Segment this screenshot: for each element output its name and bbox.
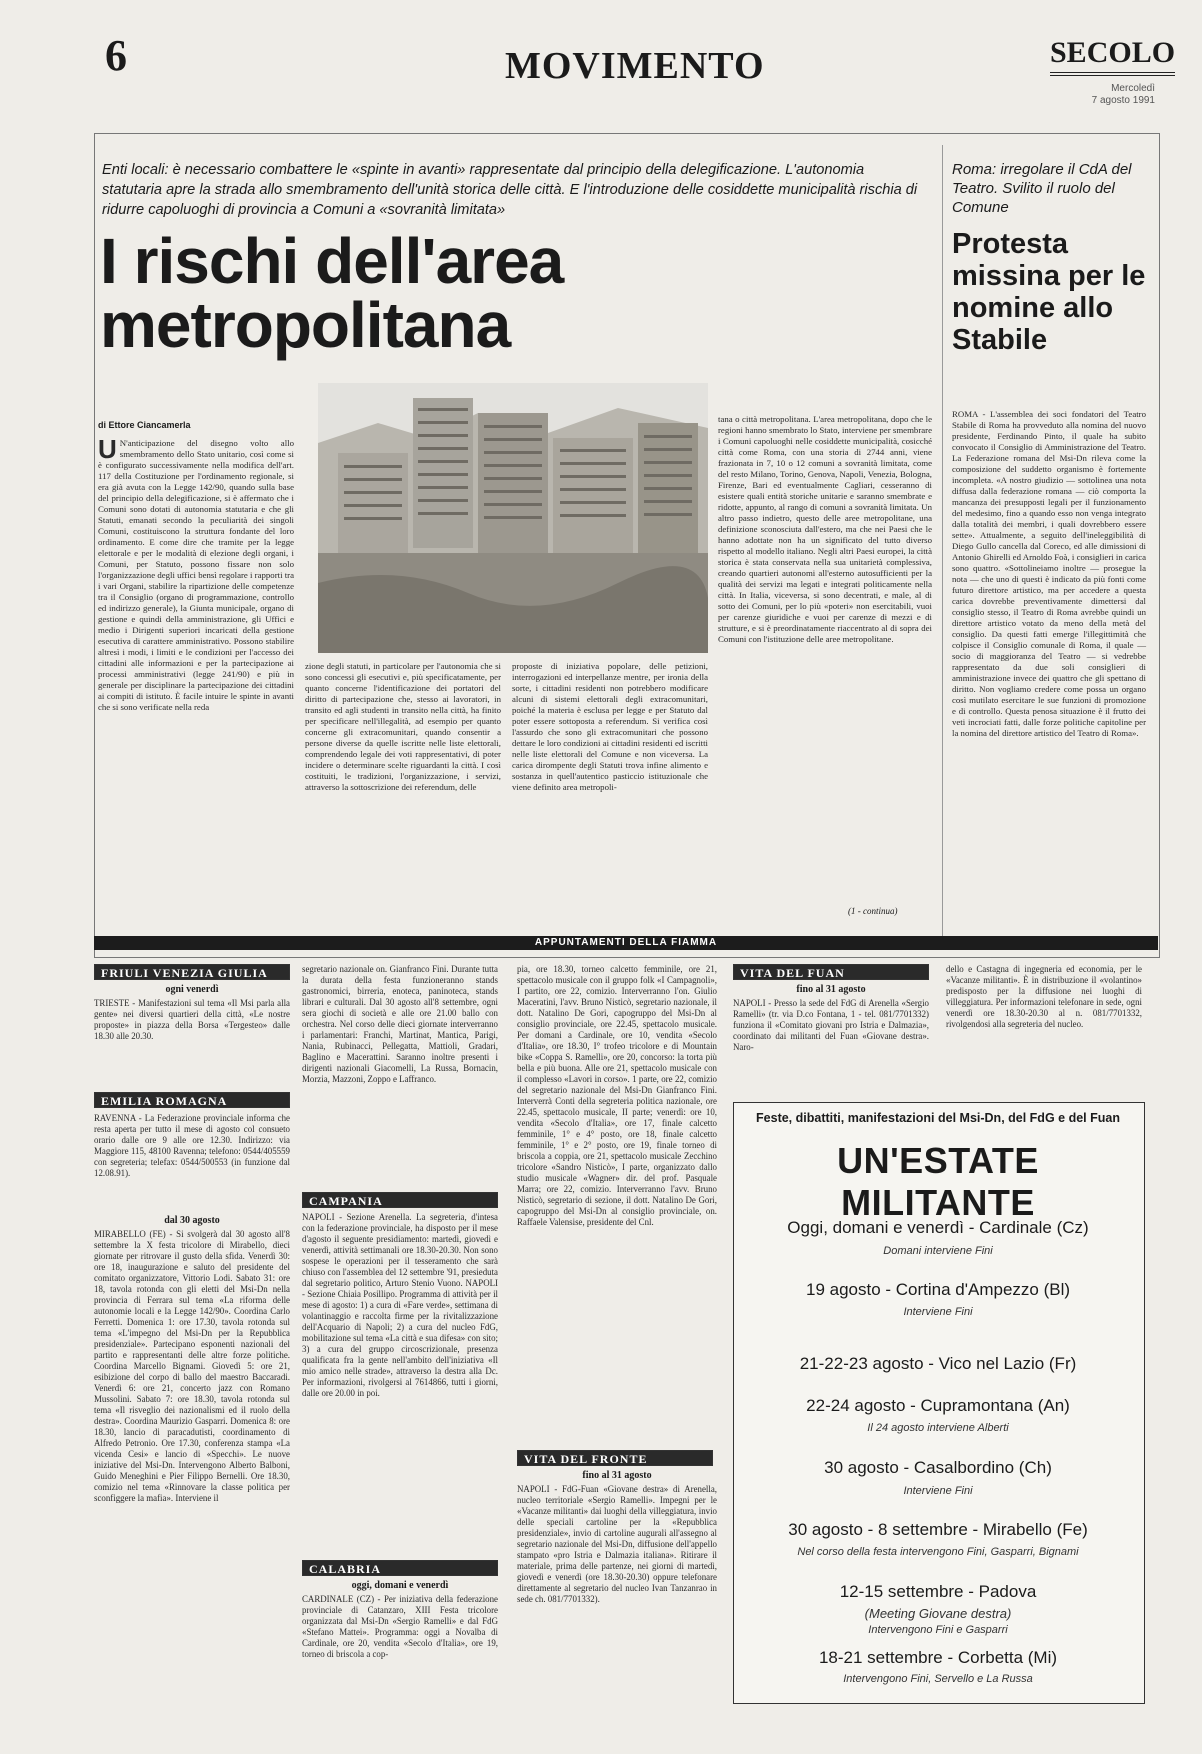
- event-cupramontana-note: Il 24 agosto interviene Alberti: [867, 1422, 1009, 1434]
- article-byline: di Ettore Ciancamerla: [98, 420, 191, 430]
- calabria-notice: CARDINALE (CZ) - Per iniziativa della federazione provinciale di Catanzaro, XIII Festa tricolore organizzata dal Msi-Dn «Sergio Ramelli» e dal FdG «Stefano Mattei». Programma: oggi a Novalba di Cardinale, ore 20, vendita «Secolo d'Italia», ore 19, torneo di briscola a cop-: [302, 1594, 498, 1659]
- event-corbetta-note: Intervengono Fini, Servello e La Russa: [843, 1673, 1033, 1685]
- article-column-4: tana o città metropolitana. L'area metropolitana, dopo che le regioni hanno smembrato lo Stato, interviene per smembrare i Comuni capoluoghi nelle cosiddette municipalità, cosicché città come Roma, con una storia di 2744 anni, viene frazionata in 7, 10 o 12 comuni a sovranità limitata, come del resto Milano, Torino, Genova, Napoli, Venezia, Bologna, Firenze, Bari ed eventualmente Cagliari, cesseranno di esistere quali entità storiche unitarie e saranno smembrate e ridotte, appunto, al rango di comuni a sovranità limitata. Un altro passo indietro, questo delle aree metropolitane, una definizione sconosciuta dall'estero, ma che nei Paesi che le hanno adottate non ha un significato del tutto diverso rispetto al modello italiano. Negli altri Paesi europei, la città storica è stata conservata nella sua unitarietà complessiva, creando quartieri autonomi all'esterno autosufficienti per la qualità dei servizi ma legati e integrati politicamente nella città. In Italia, viceversa, si sono decentrati, e male, al di sotto dei Comuni, per lo più «poteri» non esercitabili, vuoi per carenze giuridiche e vuoi per carenze di mezzi e di strutture, e si è preordinatamente riaccentrato al di sopra dei Comuni con l'istituzione delle aree metropolitane.: [718, 414, 932, 644]
- region-header-campania: CAMPANIA: [302, 1192, 498, 1208]
- event-casalbordino-note: Interviene Fini: [903, 1485, 973, 1497]
- sidebar-kicker: Roma: irregolare il CdA del Teatro. Svilito il ruolo del Comune: [952, 161, 1132, 216]
- appointments-banner: APPUNTAMENTI DELLA FIAMMA: [94, 936, 1158, 950]
- region-header-vita-del-fronte: VITA DEL FRONTE: [517, 1450, 713, 1466]
- article-column-3: proposte di iniziativa popolare, delle petizioni, interrogazioni ed interpellanze mentre, per ironia della sorte, i cittadini residenti non potrebbero modificare alcuni di sistemi elettorali degli extracomunitari, poiché la materia è esclusa per legge e per Statuto dal poter essere sottoposta a referendum. Si verifica così l'assurdo che sono gli extracomunitari che possono dettare le loro condizioni ai cittadini residenti ed iscritti nelle liste elettorali del Comune e non viceversa. La carica dirompente degli Statuti trova infine alimento e sostanza in quell'autentico pasticcio istituzionale che viene definito area metropoli-: [512, 661, 708, 792]
- page-number: 6: [105, 31, 127, 80]
- article-kicker: Enti locali: è necessario combattere le «spinte in avanti» rappresentate dal principio della delegificazione. L'autonomia statutaria apre la strada allo smembramento dell'unità storica delle città. E l'introduzione delle cosiddette municipalità rischia di ridurre capoluoghi di provincia a Comuni a «sovranità limitata»: [102, 162, 918, 218]
- event-padova: 12-15 settembre - Padova: [839, 1582, 1037, 1601]
- calabria-when: oggi, domani e venerdì: [351, 1580, 449, 1591]
- events-subheading: Feste, dibattiti, manifestazioni del Msi-Dn, del FdG e del Fuan: [756, 1111, 1120, 1125]
- masthead-logo: SECOLO: [1050, 36, 1175, 76]
- emilia-notice-ravenna: RAVENNA - La Federazione provinciale informa che resta aperta per tutto il mese di agosto col consueto orario dalle ore 9 alle ore 12.30. Indirizzo: via Maggiore 115, 48100 Ravenna; telefono: 0544/405559 con segreteria; telefax: 0544/500553 (in funzione dal 12.08.91).: [94, 1113, 290, 1178]
- campania-notice: NAPOLI - Sezione Arenella. La segreteria, d'intesa con la federazione provinciale, ha disposto per il mese d'agosto il seguente presidiamento: martedì, giovedì e venerdì, attività settimanali ore 18.30-20.30. Non sono sospese le operazioni per il tesseramento che sarà chiuso con l'assemblea del 12 settembre '91, presieduta dal segretario politico, Arturo Stenio Vuono. NAPOLI - Sezione Chiaia Posillipo. Programma di attività per il mese di agosto: 1) a cura di «Fare verde», settimana di volantinaggio e raccolta firme per la rivitalizzazione dell'Acquario di Napoli; 2) a cura del nucleo FdG, mobilitazione sul tema «La città e sua difesa» con sito; 3) a cura del gruppo circoscrizionale, presenza qualificata fra la gente nell'ambito dell'iniziativa «Il mio amico nelle strade», attraverso la destra alla Dc. Per informazioni, rivolgersi al 7614866, tutti i giorni, dalle ore 20.00 in poi.: [302, 1212, 498, 1398]
- event-cardinale-note: Domani interviene Fini: [883, 1245, 993, 1257]
- friuli-when: ogni venerdì: [165, 984, 219, 995]
- event-cardinale: Oggi, domani e venerdì - Cardinale (Cz): [787, 1218, 1089, 1237]
- fronte-notice: NAPOLI - FdG-Fuan «Giovane destra» di Arenella, nucleo territoriale «Sergio Ramelli». Impegni per le «Vacanze militanti» dai luoghi della villeggiatura, invio delle speciali cartoline per la «Repubblica presidenziale», invio di cartoline augurali all'assegno al segretario nazionale del Msi-Dn, diffusione dell'appello stampato «pro Istria e Dalmazia italiana». Ritirare il materiale, prima delle partenze, nei giorni di martedì, giovedì e venerdì (ore 18.30-20.30) oppure telefonare direttamente al segretario del nucleo Ivan Tanzanrao in sede ch. 081/7701332).: [517, 1484, 717, 1604]
- article-column-1: [98, 434, 294, 713]
- event-cortina: 19 agosto - Cortina d'Ampezzo (Bl): [805, 1280, 1071, 1299]
- fronte-when: fino al 31 agosto: [582, 1470, 652, 1481]
- event-mirabello-note: Nel corso della festa intervengono Fini, Gasparri, Bignami: [797, 1546, 1079, 1558]
- event-mirabello: 30 agosto - 8 settembre - Mirabello (Fe): [788, 1520, 1088, 1539]
- event-padova-note: (Meeting Giovane destra): [864, 1606, 1012, 1621]
- region-header-vita-del-fuan: VITA DEL FUAN: [733, 964, 929, 980]
- event-cupramontana: 22-24 agosto - Cupramontana (An): [806, 1396, 1070, 1415]
- date-day: 7 agosto 1991: [1091, 95, 1155, 106]
- fuan-notice-continued: dello e Castagna di ingegneria ed economia, per le «Vacanze militanti». È in distribuzione il «volantino» predisposto per la diffusione nei luoghi di villeggiatura. Per informazioni telefonare in sede, ogni venerdì ore 18.30-20.30 al n. 081/7701332, rivolgendosi alla segreteria del nucleo.: [946, 964, 1142, 1029]
- event-padova-note-2: Intervengono Fini e Gasparri: [868, 1624, 1008, 1636]
- city-buildings-photo: [318, 383, 708, 653]
- emilia-when: dal 30 agosto: [164, 1215, 220, 1226]
- emilia-notice-mirabello: MIRABELLO (FE) - Si svolgerà dal 30 agosto all'8 settembre la X festa tricolore di Mirabello, dieci giornate per ritrovare il gusto della sfida. Venerdì 30: ore 18, inaugurazione e saluto del presidente del comitato organizzatore, Vittorio Lodi. Sabato 31: ore 18, tavola rotonda con gli eletti del Msi-Dn nella provincia di Ferrara sul tema «La riforma delle autonomie locali e la Legge 142/90». Coordina Carlo Ferretti. Domenica 1: ore 17.30, tavola rotonda sul tema «L'impegno del Msi-Dn per la Repubblica presidenziale». Partecipano esponenti nazionali del partito e rappresentanti delle altre forze politiche. Coordina Marcello Bignami. Giovedì 5: ore 21, esibizione del corpo di ballo del maestro Baccaradi. Venerdì 6: ore 21, concerto jazz con Romano Mussolini. Sabato 7: ore 18.30, tavola rotonda sul tema «Il risveglio dei nazionalismi ed il ruolo della destra». Coordina Maurizio Gasparri. Domenica 8: ore 18.30, lancio di paracadutisti, coordinamento di Alfredo Petronio. Ore 17.30, conferenza stampa «La vicenda Cesi» e lancio di «Specchi». Le nuove iniziative del Msi-Dn. Intervengono Alberto Balboni, Guido Meneghini e Pier Filippo Bernelli. Ore 18.30, comizio nel tema «Rinnovare la classe politica per sconfiggere la mafia». Interviene il: [94, 1229, 290, 1503]
- event-vico-nel-lazio: 21-22-23 agosto - Vico nel Lazio (Fr): [799, 1354, 1077, 1373]
- issue-date: [1060, 83, 1155, 107]
- article-headline: I rischi dell'area metropolitana: [100, 225, 564, 361]
- region-header-emilia: EMILIA ROMAGNA: [94, 1092, 290, 1108]
- events-title: UN'ESTATE MILITANTE: [837, 1140, 1039, 1223]
- col3-continued-notice: pia, ore 18.30, torneo calcetto femminile, ore 21, spettacolo musicale con il gruppo folk «I Campagnoli», I partito, ore 22, comizio. Interverranno l'on. Giulio Maceratini, l'avv. Bruno Nisticò, segretario nazionale, il dott. Natalino De Gori, capogruppo del Msi-Dn al consiglio provinciale, ore 22.45, spettacolo musicale. Per domani a Cardinale, ore 10, vendita «Secolo d'Italia», ore 18.30, I° trofeo tricolore e di Mountain bike «Coppa S. Ramelli», ore 20, concorso: la torta più bella e più buona. Alle ore 21, spettacolo musicale con il complesso «Lavori in corso». 1 parte, ore 22, comizio del segretario nazionale del Msi-Dn Gianfranco Fini. Interverrà Conti della segreteria politica nazionale, ore 22.45, spettacolo musicale, II parte; venerdì: ore 10, vendita «Secolo d'Italia», ore 17, finale calcetto femminile, 1° e 4° posto, ore 18, finale calcetto femminile, 1° e 2° posto, ore 19, finale torneo di briscola a coppia, ore 21, spettacolo musicale Zecchino tricolore «Sandro Nisticò», I parte, organizzato dallo studio musicale «Wagner» dir. del prof. Pasquale Marra; ore 22, comizio. Interverranno l'avv. Bruno Nisticò, segretario di sezione, il dott. Natalino De Gori, capogruppo del Msi-Dn al consiglio provinciale, on. Raffaele Valensise, presidente del Cnl.: [517, 964, 717, 1227]
- section-title: MOVIMENTO: [505, 45, 765, 87]
- col2-continued-notice: segretario nazionale on. Gianfranco Fini. Durante tutta la durata della festa funzioneranno stands gastronomici, birreria, enoteca, paninoteca, stands librari e culturali. Dal 30 agosto all'8 settembre, ogni sera giochi di società e alle ore 21.00 ballo con orchestra. Nel corso delle dieci giornate interverranno i parlamentari: Franchi, Martinat, Mantica, Parigi, Nania, Rubinacci, Pellegatta, Mattioli, Gradari, Baglino e Macerattini. Saranno inoltre presenti i dirigenti nazionali Giacomelli, La Russa, Bornacin, Morzia, Mazzoni, Zoppo e Laffranco.: [302, 964, 498, 1084]
- event-cortina-note: Interviene Fini: [903, 1306, 973, 1318]
- date-weekday: Mercoledì: [1111, 83, 1155, 94]
- friuli-notice: TRIESTE - Manifestazioni sul tema «Il Msi parla alla gente» nei diversi quartieri della città, «Le nostre proposte» in piazza della Borsa «Tergesteo» dalle 18.30 alle 20.30.: [94, 998, 290, 1041]
- article-column-2: zione degli statuti, in particolare per l'autonomia che si sono concessi gli esecutivi e, più specificatamente, per quanto concerne l'identificazione dei portatori del diritto di partecipazione che, stesso ai lavoratori, in transito ed agli studenti in transito nella città, ha finito per specificare nell'illegalità, ad esempio per quanto concerne gli extracomunitari, quando consentir a persone diverse da quelle iscritte nelle liste elettorali, comprendendo legale dei voti rappresentativi, di poter incidere o determinare scelte riguardanti la città. I così costituiti, le tradizioni, l'organizzazione, i servizi, attraverso la sottoscrizione dei referendum, delle: [305, 661, 501, 792]
- sidebar-body: ROMA - L'assemblea dei soci fondatori del Teatro Stabile di Roma ha provveduto alla nomina del nuovo presidente, Ferdinando Pinto, il quale ha subito convocato il Consiglio di Amministrazione del Teatro. La Federazione romana del Msi-Dn rileva come la composizione del suddetto organismo è fortemente incompleta. «A nostro giudizio — sottolinea una nota diffusa dalla federazione romana — ciò comporta la mancanza dei presupposti legali per il funzionamento del medesimo, fino a quando esso non venga integrato dalla totalità dei membri, i quali dovrebbero essere sette». Attualmente, a seguito dell'ineleggibilità di Diego Gullo cancella dal Coreco, ed alle dimissioni di Antonio Ghirelli ed Arnoldo Foà, i consiglieri in carica sono quattro. «Sottolineiamo inoltre — prosegue la nota — che uno di questi è indicato da più fonti come futuro direttore artistico, ma per accedere a questa carica dovrebbe preventivamente dimettersi dal consiglio stesso, il Teatro di Roma avrebbe quindi un direttore artistico votato da meno della metà del consiglio. Da questi fatti emerge l'illegittimità che colpisce il Consiglio comunale di Roma, il quale — socio di maggioranza del Teatro — si vedrebbe rappresentato da due soli consiglieri di amministrazione invece dei quattro che gli spettano di diritto. Non vogliamo credere come possa un organo così mutilato esercitare le sue funzioni di promozione e di controllo. Questa penosa situazione è il frutto dei veti incrociati fatti, dalle forze politiche capitoline per la nomina del direttore artistico del Teatro di Roma».: [952, 409, 1146, 738]
- article-continued-note: (1 - continua): [848, 906, 898, 916]
- fuan-notice: NAPOLI - Presso la sede del FdG di Arenella «Sergio Ramelli» (tr. via D.co Fontana, 1 - tel. 081/7701332) funziona il «Comitato giovani pro Istria e Dalmazia», coordinato dai militanti del Fuan «Giovane destra». Naro-: [733, 998, 929, 1052]
- fuan-when: fino al 31 agosto: [796, 984, 866, 995]
- drop-cap: U: [98, 434, 117, 464]
- column-divider: [942, 145, 943, 945]
- article-column-1-text: N'anticipazione del disegno volto allo smembramento dello Stato unitario, così come si è configurato successivamente nella modifica dell'art. 117 della Costituzione per l'ordinamento regionale, si era già avuta con la Legge 142/90, quando sulla base del principio della delegificazione, si è affermato che i Comuni sono dotati di autonomia statutaria e che gli Statuti, emanati secondo la peculiarità dei singoli Comuni, costituiscono la struttura fondante del loro ordinamento. E come dire che tramite per la legge elettorale e per le modalità di elezione degli organi, i Comuni, per Statuto, possono fissare non solo l'organizzazione degli uffici bensì regolare i rapporti tra i vari Organi, stabilire la ripartizione delle competenze tra il Consiglio (organo di programmazione, controllo ed indirizzo generale), la Giunta municipale, organo di gestione e quindi della amministrazione, gli Uffici e medio i Dirigenti superiori incaricati della gestione esecutiva di carattere amministrativo. Possono stabilire altresì i modi, i limiti e le condizioni per l'accesso dei cittadini alle informazioni e per la partecipazione ai processi amministrativi (legge 241/90) e più in generale per disciplinare la partecipazione dei cittadini ai compiti di istituto. È facile intuire le spinte in avanti che si sono verificate nella reda: [98, 438, 294, 712]
- sidebar-headline: Protesta missina per le nomine allo Stabile: [952, 228, 1146, 356]
- event-casalbordino: 30 agosto - Casalbordino (Ch): [824, 1458, 1052, 1477]
- event-corbetta: 18-21 settembre - Corbetta (Mi): [818, 1648, 1058, 1667]
- region-header-friuli: FRIULI VENEZIA GIULIA: [94, 964, 290, 980]
- region-header-calabria: CALABRIA: [302, 1560, 498, 1576]
